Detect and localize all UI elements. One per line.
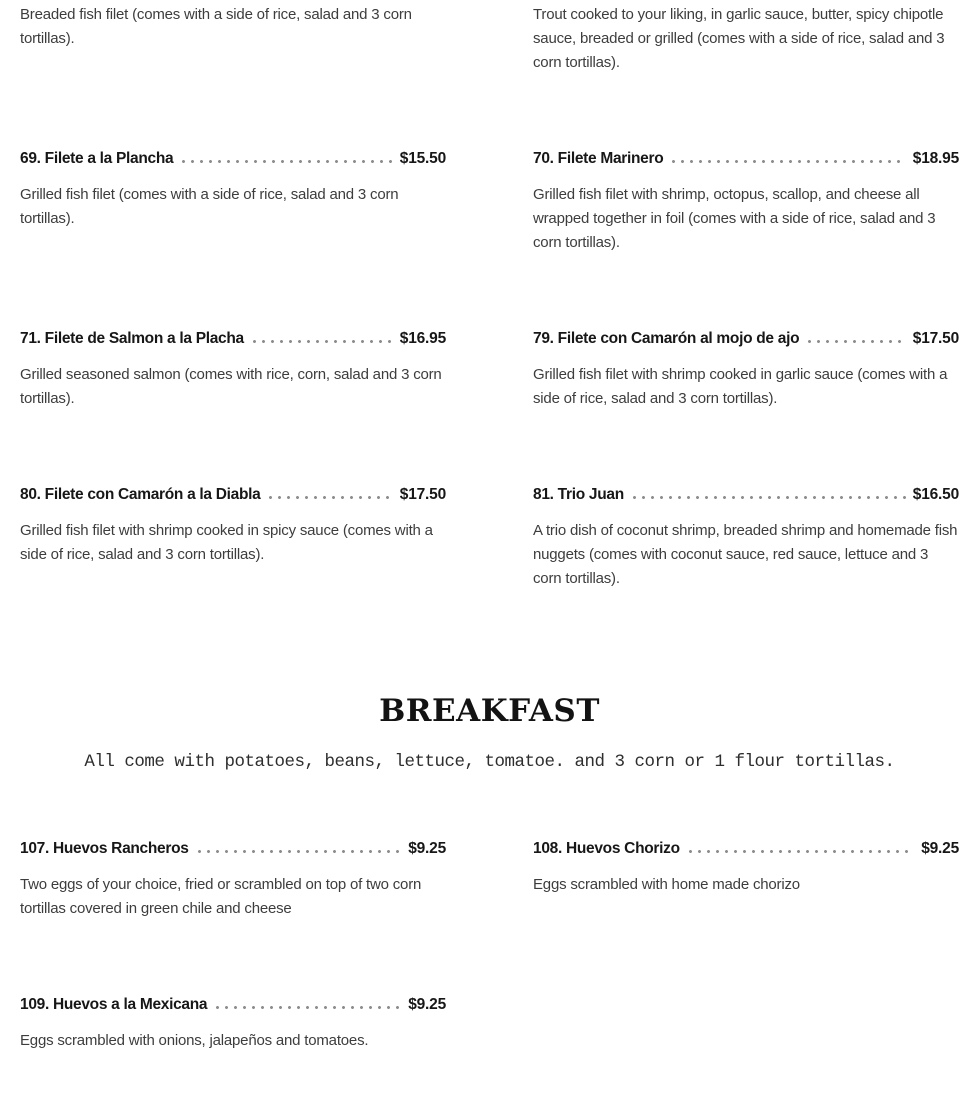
menu-item-filete-con-camaron-mojo-de-ajo <box>533 327 959 411</box>
item-title-row <box>20 993 446 1017</box>
dotted-leader <box>689 850 914 853</box>
menu-item-filete-con-camaron-diabla <box>20 483 446 591</box>
item-title-row <box>20 327 446 351</box>
menu-item-carryover-left <box>20 3 446 75</box>
item-name: 107. Huevos Rancheros <box>20 840 189 857</box>
item-price: $15.50 <box>399 150 446 167</box>
item-price: $9.25 <box>408 996 446 1013</box>
dotted-leader <box>808 340 906 343</box>
dotted-leader <box>198 850 402 853</box>
item-title-row <box>533 483 959 507</box>
item-title-row <box>533 837 959 861</box>
breakfast-section-header <box>20 693 959 773</box>
item-description: Trout cooked to your liking, in garlic sauce, butter, spicy chipotle sauce, breaded or grilled (comes with a side of rice, salad and 3 corn tortillas). <box>533 6 945 71</box>
dotted-leader <box>216 1006 401 1009</box>
item-name: 71. Filete de Salmon a la Placha <box>20 330 244 347</box>
item-title-row <box>20 147 446 171</box>
item-price: $18.95 <box>912 150 959 167</box>
item-name: 108. Huevos Chorizo <box>533 840 680 857</box>
item-description: Grilled fish filet with shrimp, octopus, scallop, and cheese all wrapped together in foil (comes with a side of rice, salad and 3 corn tortillas). <box>533 186 936 251</box>
item-description: Eggs scrambled with onions, jalapeños and tomatoes. <box>20 1032 369 1049</box>
dotted-leader <box>253 340 393 343</box>
menu-item-filete-a-la-plancha <box>20 147 446 255</box>
menu-item-huevos-chorizo <box>533 837 959 921</box>
menu-item-filete-marinero <box>533 147 959 255</box>
dotted-leader <box>269 496 392 499</box>
menu-item-empty-cell <box>533 993 959 1053</box>
item-description: Grilled fish filet with shrimp cooked in spicy sauce (comes with a side of rice, salad and 3 corn tortillas). <box>20 522 433 563</box>
item-name: 109. Huevos a la Mexicana <box>20 996 208 1013</box>
item-name: 80. Filete con Camarón a la Diabla <box>20 486 261 503</box>
item-description: Eggs scrambled with home made chorizo <box>533 876 800 893</box>
item-price: $17.50 <box>399 486 446 503</box>
item-description: Breaded fish filet (comes with a side of rice, salad and 3 corn tortillas). <box>20 6 412 47</box>
menu-item-huevos-rancheros <box>20 837 446 921</box>
item-price: $9.25 <box>921 840 959 857</box>
item-price: $17.50 <box>912 330 959 347</box>
menu-item-filete-de-salmon <box>20 327 446 411</box>
item-title-row <box>20 483 446 507</box>
item-name: 69. Filete a la Plancha <box>20 150 174 167</box>
item-name: 81. Trio Juan <box>533 486 624 503</box>
item-name: 79. Filete con Camarón al mojo de ajo <box>533 330 800 347</box>
item-description: A trio dish of coconut shrimp, breaded shrimp and homemade fish nuggets (comes with coconut sauce, red sauce, lettuce and 3 corn tortillas). <box>533 522 958 587</box>
seafood-items-grid <box>20 3 959 663</box>
section-note: All come with potatoes, beans, lettuce, tomatoe. and 3 corn or 1 flour tortillas. <box>84 752 895 772</box>
item-description: Grilled seasoned salmon (comes with rice, corn, salad and 3 corn tortillas). <box>20 366 442 407</box>
item-price: $16.50 <box>912 486 959 503</box>
item-title-row <box>533 327 959 351</box>
menu-item-trio-juan <box>533 483 959 591</box>
section-heading: BREAKFAST <box>379 693 600 729</box>
breakfast-items-grid <box>20 837 959 1114</box>
item-description: Grilled fish filet (comes with a side of rice, salad and 3 corn tortillas). <box>20 186 399 227</box>
item-title-row <box>20 837 446 861</box>
dotted-leader <box>633 496 906 499</box>
dotted-leader <box>672 160 905 163</box>
item-name: 70. Filete Marinero <box>533 150 664 167</box>
item-price: $9.25 <box>408 840 446 857</box>
dotted-leader <box>182 160 392 163</box>
item-title-row <box>533 147 959 171</box>
item-price: $16.95 <box>399 330 446 347</box>
item-description: Two eggs of your choice, fried or scrambled on top of two corn tortillas covered in green chile and cheese <box>20 876 422 917</box>
item-description: Grilled fish filet with shrimp cooked in garlic sauce (comes with a side of rice, salad and 3 corn tortillas). <box>533 366 948 407</box>
menu-item-huevos-a-la-mexicana <box>20 993 446 1053</box>
menu-item-carryover-right <box>533 3 959 75</box>
